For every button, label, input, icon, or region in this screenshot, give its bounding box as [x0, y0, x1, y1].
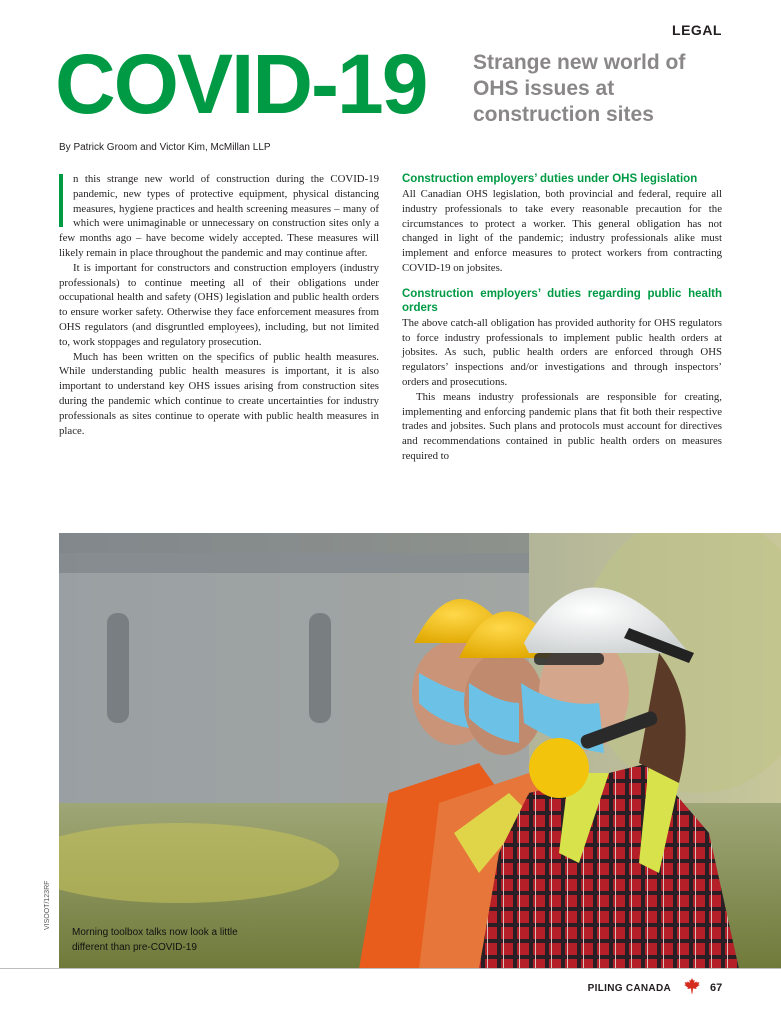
body-paragraph: The above catch-all obligation has provided authority for OHS regulators to force industry professionals to implement public health orders at jobsites. As such, public health orders are enforced through OHS regulators’ inspections and/or investigations and through inspectors’ orders and prosecutions. — [402, 316, 722, 388]
photo-caption: Morning toolbox talks now look a little different than pre-COVID-19 — [72, 927, 238, 953]
intro-paragraph — [59, 172, 379, 261]
body-paragraph: All Canadian OHS legislation, both provincial and federal, require all industry professionals to take every reasonable precaution for the circumstances to protect a worker. This general obligation has not changed in light of the pandemic; industry professionals alike must implement and enforce measures to protect workers from contracting COVID-19 on jobsites. — [402, 188, 722, 274]
section-tag: LEGAL — [672, 22, 722, 38]
body-paragraph: This means industry professionals are responsible for creating, implementing and enforcing pandemic plans that fit both their respective trades and jobsites. Such plans and protocols must account for directives and recommendations contained in public health orders on measures required to — [402, 390, 722, 462]
left-column — [59, 172, 379, 438]
maple-leaf-icon — [684, 978, 700, 994]
section-heading: Construction employers’ duties regarding public health orders — [402, 287, 722, 314]
footer-publication: PILING CANADA — [587, 983, 671, 994]
workers-photo-illustration — [59, 533, 781, 969]
page-number: 67 — [710, 982, 723, 994]
photo-credit: VISOOT/123RF — [44, 880, 51, 930]
section-heading: Construction employers’ duties under OHS legislation — [402, 173, 698, 185]
article-subtitle: Strange new world of OHS issues at construction sites — [473, 51, 686, 126]
body-paragraph: Much has been written on the specifics of public health measures. While understanding public health measures is important, it is also important to understand key OHS issues arising from construction sites during the pandemic which continue to create uncertainties for industry professionals as sites continue to operate with public health measures in place. — [59, 350, 379, 437]
footer-divider — [0, 968, 781, 969]
body-paragraph: It is important for constructors and construction employers (industry professionals) to continue meeting all of their obligations under occupational health and safety (OHS) legislation and public health orders to ensure worker safety. Otherwise they face enforcement measures from OHS regulators (and disgruntled employees), including, but not limited to, work stoppages and regulatory prosecution. — [59, 261, 379, 348]
right-column — [402, 172, 722, 464]
byline: By Patrick Groom and Victor Kim, McMillan LLP — [59, 142, 271, 153]
drop-cap — [59, 174, 63, 227]
intro-paragraph-text: n this strange new world of construction during the COVID-19 pandemic, new types of protective equipment, physical distancing measures, hygiene practices and health screening measures – many of which were unimaginable or unnecessary on construction sites only a few months ago – have become widely accepted. These measures will likely remain in place throughout the pandemic and may continue after. — [59, 173, 379, 259]
article-title: COVID-19 — [55, 37, 427, 131]
workers-photo — [59, 533, 781, 969]
